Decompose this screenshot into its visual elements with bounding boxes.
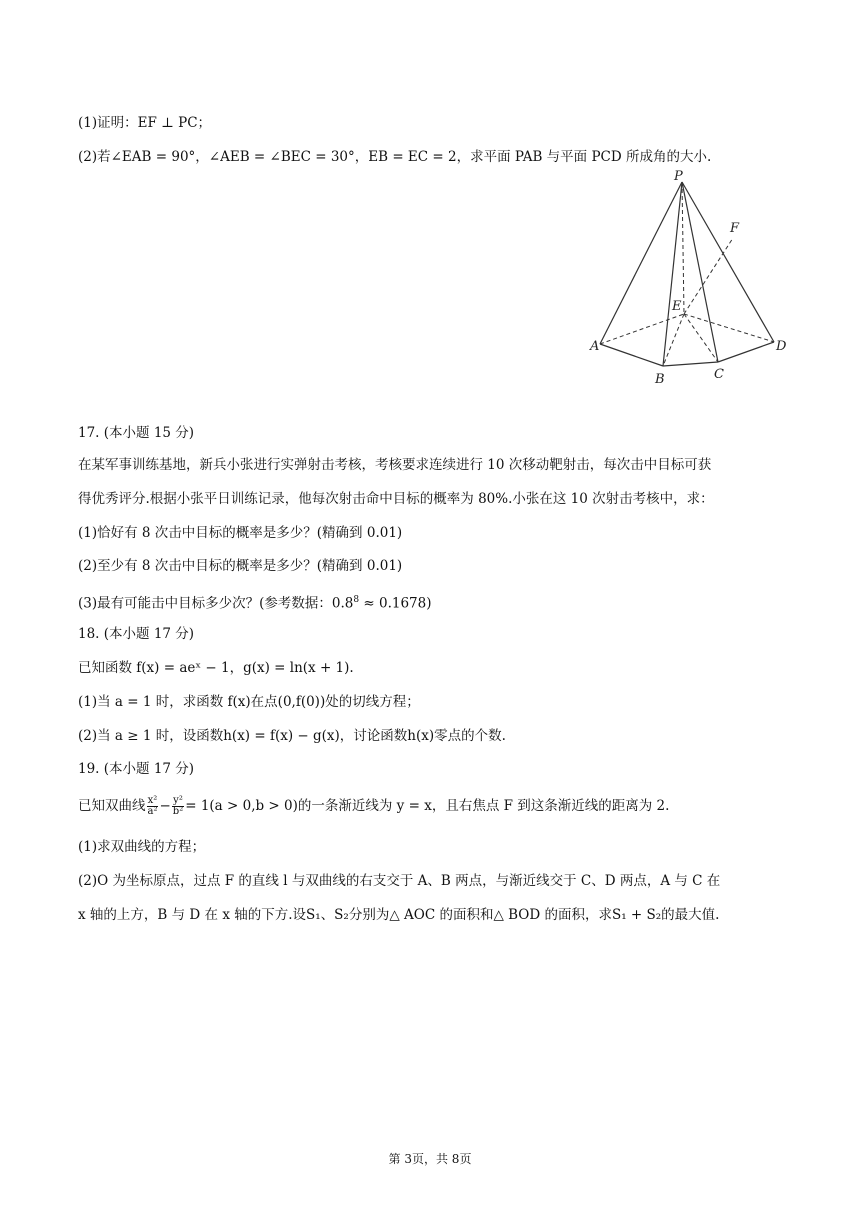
q17-part3-prefix: (3)最有可能击中目标多少次？(参考数据：0.8 — [78, 595, 354, 612]
edge-CD — [718, 342, 774, 362]
fraction-y2-b2 — [172, 796, 184, 817]
q17-part2: (2)至少有 8 次击中目标的概率是多少？(精确到 0.01) — [78, 558, 403, 574]
q19-part2-line1: (2)O 为坐标原点，过点 F 的直线 l 与双曲线的右支交于 A、B 两点，与渐近线交于 C、D 两点，A 与 C 在 — [78, 873, 721, 889]
q19-part1: (1)求双曲线的方程； — [78, 839, 206, 855]
label-P: P — [674, 169, 683, 184]
q17-part3-exponent: 8 — [353, 595, 360, 605]
label-B: B — [655, 372, 665, 387]
page-footer: 第 3页，共 8页 — [388, 1152, 472, 1166]
q19-stem-suffix: = 1(a > 0,b > 0)的一条渐近线为 y = x，且右焦点 F 到这条渐近线的距离为 2. — [185, 798, 670, 814]
q19-part2-line2: x 轴的上方，B 与 D 在 x 轴的下方.设S₁、S₂分别为△ AOC 的面积和△ BOD 的面积，求S₁ + S₂的最大值. — [78, 907, 720, 923]
minus-sign: − — [159, 798, 171, 814]
q17-part1: (1)恰好有 8 次击中目标的概率是多少？(精确到 0.01) — [78, 525, 403, 541]
edge-PB — [663, 182, 682, 366]
q17-part3-suffix: ≈ 0.1678) — [359, 595, 432, 612]
frac2-numerator: y² — [173, 795, 183, 806]
frac2-denominator: b² — [172, 806, 184, 817]
frac1-numerator: x² — [147, 795, 158, 806]
q19-stem — [78, 796, 669, 817]
q17-stem-line1: 在某军事训练基地，新兵小张进行实弹射击考核，考核要求连续进行 10 次移动靶射击，每次击中目标可获 — [78, 457, 712, 473]
label-E: E — [672, 299, 682, 314]
edge-PD — [682, 182, 774, 342]
q19-stem-prefix: 已知双曲线 — [78, 798, 146, 814]
label-A: A — [590, 339, 600, 354]
label-D: D — [776, 339, 787, 354]
q16-part1: (1)证明：EF ⊥ PC； — [78, 115, 212, 131]
edge-PA — [600, 182, 682, 344]
q18-stem: 已知函数 f(x) = aeˣ − 1，g(x) = ln(x + 1). — [78, 660, 354, 676]
q17-header: 17. (本小题 15 分) — [78, 425, 195, 441]
edge-BC — [663, 362, 718, 366]
fraction-x2-a2 — [147, 796, 159, 817]
edge-EF — [684, 238, 733, 314]
label-C: C — [714, 367, 724, 382]
edge-AB — [600, 344, 663, 366]
edge-PC — [682, 182, 718, 362]
q17-stem-line2: 得优秀评分.根据小张平日训练记录，他每次射击命中目标的概率为 80%.小张在这 10 次射击考核中，求： — [78, 491, 714, 507]
pyramid-figure — [588, 168, 798, 392]
frac1-denominator: a² — [147, 806, 158, 817]
q19-header: 19. (本小题 17 分) — [78, 761, 195, 777]
q18-header: 18. (本小题 17 分) — [78, 626, 195, 642]
edge-PE — [682, 182, 684, 314]
q17-part3 — [78, 591, 432, 613]
q16-part2: (2)若∠EAB = 90°，∠AEB = ∠BEC = 30°，EB = EC = 2，求平面 PAB 与平面 PCD 所成角的大小. — [78, 149, 712, 165]
q18-part2: (2)当 a ≥ 1 时，设函数h(x) = f(x) − g(x)，讨论函数h(x)零点的个数. — [78, 728, 506, 744]
label-F: F — [730, 221, 740, 236]
q18-part1: (1)当 a = 1 时，求函数 f(x)在点(0,f(0))处的切线方程； — [78, 694, 420, 710]
